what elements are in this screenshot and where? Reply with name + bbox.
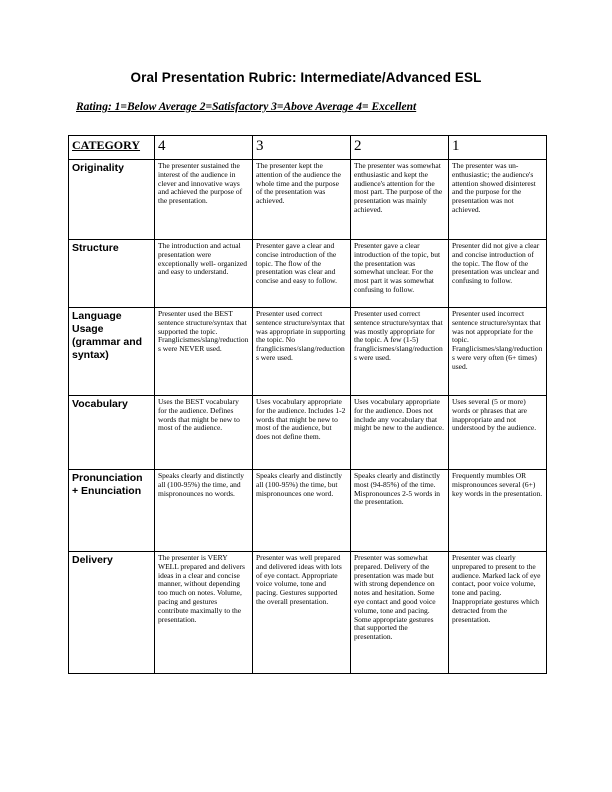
rubric-cell: Presenter gave a clear and concise introduction of the topic. The flow of the presentation was clear and concise and easy to follow. <box>253 240 351 308</box>
rubric-cell: The presenter is VERY WELL prepared and delivers ideas in a clear and concise manner, without depending too much on notes. Volume, pacing and gestures contribute maximally to the presentation. <box>155 552 253 674</box>
header-category <box>69 136 155 160</box>
header-score-1: 1 <box>449 136 547 160</box>
rating-legend: Rating: 1=Below Average 2=Satisfactory 3=Above Average 4= Excellent <box>76 101 417 113</box>
rubric-cell: The introduction and actual presentation were exceptionally well- organized and easy to understand. <box>155 240 253 308</box>
rubric-cell: Uses vocabulary appropriate for the audience. Includes 1-2 words that might be new to most of the audience, but does not define them. <box>253 396 351 470</box>
rubric-cell: Presenter was somewhat prepared. Delivery of the presentation was made but with strong dependence on notes and hesitation. Some eye contact and good voice volume, tone and pacing. Some appropriate gestures that supported the presentation. <box>351 552 449 674</box>
rubric-cell: Presenter was clearly unprepared to present to the audience. Marked lack of eye contact, poor voice volume, tone and pacing. Inappropriate gestures which detracted from the presentation. <box>449 552 547 674</box>
table-row-originality <box>69 160 547 240</box>
rubric-cell: The presenter was somewhat enthusiastic and kept the audience's attention for the most part. The purpose of the presentation was mainly achieved. <box>351 160 449 240</box>
category-label: Delivery <box>69 552 155 674</box>
rubric-cell: Presenter used incorrect sentence structure/syntax that was not appropriate for the topic. Franglicismes/slang/reductions were very often (6+ times) used. <box>449 308 547 396</box>
category-label: Originality <box>69 160 155 240</box>
header-score-2: 2 <box>351 136 449 160</box>
rubric-cell: Uses several (5 or more) words or phrases that are inappropriate and not understood by the audience. <box>449 396 547 470</box>
rubric-cell: Presenter gave a clear introduction of the topic, but the presentation was somewhat unclear. For the most part it was somewhat confusing to follow. <box>351 240 449 308</box>
rubric-cell: Presenter did not give a clear and concise introduction of the topic. The flow of the presentation was unclear and confusing to follow. <box>449 240 547 308</box>
table-row-structure <box>69 240 547 308</box>
rubric-cell: Speaks clearly and distinctly all (100-95%) the time, and mispronounces no words. <box>155 470 253 552</box>
rubric-table <box>68 135 547 674</box>
category-label: Pronunciation + Enunciation <box>69 470 155 552</box>
table-row-pronunciation <box>69 470 547 552</box>
rubric-cell: Speaks clearly and distinctly most (94-85%) of the time. Mispronounces 2-5 words in the presentation. <box>351 470 449 552</box>
category-label: Structure <box>69 240 155 308</box>
rubric-cell: Presenter used correct sentence structure/syntax that was mostly appropriate for the topic. A few (1-5) franglicismes/slang/reductions were used. <box>351 308 449 396</box>
table-row-vocabulary <box>69 396 547 470</box>
category-label: Vocabulary <box>69 396 155 470</box>
table-row-language-usage <box>69 308 547 396</box>
rubric-cell: The presenter was un-enthusiastic; the audience's attention showed disinterest and the purpose for the presentation was not achieved. <box>449 160 547 240</box>
rubric-cell: Uses vocabulary appropriate for the audience. Does not include any vocabulary that might be new to the audience. <box>351 396 449 470</box>
header-score-4: 4 <box>155 136 253 160</box>
rubric-cell: Presenter used correct sentence structure/syntax that was appropriate in supporting the topic. No franglicismes/slang/reductions were used. <box>253 308 351 396</box>
rubric-cell: Uses the BEST vocabulary for the audience. Defines words that might be new to most of the audience. <box>155 396 253 470</box>
page-title: Oral Presentation Rubric: Intermediate/Advanced ESL <box>130 70 482 85</box>
rubric-cell: The presenter sustained the interest of the audience in clever and innovative ways and achieved the purpose of the presentation. <box>155 160 253 240</box>
rubric-cell: Speaks clearly and distinctly all (100-95%) the time, but mispronounces one word. <box>253 470 351 552</box>
header-row <box>69 136 547 160</box>
header-category-label: CATEGORY <box>72 138 141 152</box>
table-row-delivery <box>69 552 547 674</box>
rubric-cell: Presenter used the BEST sentence structure/syntax that supported the topic. Franglicismes/slang/reductions were NEVER used. <box>155 308 253 396</box>
category-label: Language Usage (grammar and syntax) <box>69 308 155 396</box>
rubric-cell: The presenter kept the attention of the audience the whole time and the purpose of the presentation was achieved. <box>253 160 351 240</box>
rubric-cell: Presenter was well prepared and delivered ideas with lots of eye contact. Appropriate voice volume, tone and pacing. Gestures supported the overall presentation. <box>253 552 351 674</box>
header-score-3: 3 <box>253 136 351 160</box>
rubric-cell: Frequently mumbles OR mispronounces several (6+) key words in the presentation. <box>449 470 547 552</box>
